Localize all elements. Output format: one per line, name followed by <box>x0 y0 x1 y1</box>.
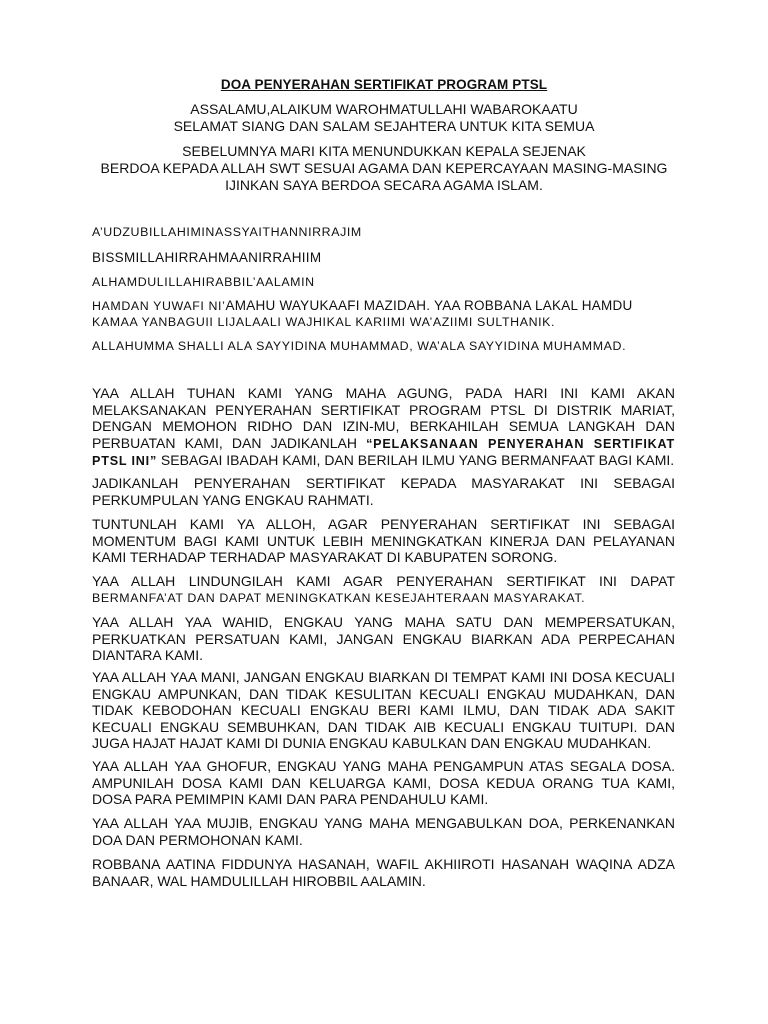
prayer-paragraph-1 <box>92 385 675 470</box>
intro-line: BERDOA KEPADA ALLAH SWT SESUAI AGAMA DAN KEPERCAYAAN MASING-MASING <box>100 160 668 176</box>
paragraph-line: DENGAN MEMOHON RIDHO DAN IZIN-MU, BERKAHILAH SEMUA LANGKAH DAN <box>92 418 675 434</box>
intro-block <box>0 143 768 194</box>
paragraph-line <box>92 435 675 453</box>
paragraph-line: BERMANFA’AT DAN DAPAT MENINGKATKAN KESEJAHTERAAN MASYARAKAT. <box>92 590 586 605</box>
prayer-paragraph-5 <box>92 614 675 664</box>
paragraph-line: YAA ALLAH YAA MUJIB, ENGKAU YANG MAHA MENGABULKAN DOA, PERKENANKAN <box>92 815 675 831</box>
hamdalah-line: ALHAMDULILLAHIRABBIL’AALAMIN <box>92 275 315 289</box>
paragraph-line: DOSA PARA PEMIMPIN KAMI DAN PARA PENDAHULU KAMI. <box>92 791 489 807</box>
emphasis-text: “PELAKSANAAN PENYERAHAN SERTIFIKAT <box>366 436 675 451</box>
prayer-paragraph-3 <box>92 516 675 566</box>
paragraph-line: AMPUNILAH DOSA KAMI DAN KELUARGA KAMI, DOSA KEDUA ORANG TUA KAMI, <box>92 774 675 791</box>
shalawat-line: ALLAHUMMA SHALLI ALA SAYYIDINA MUHAMMAD, WA’ALA SAYYIDINA MUHAMMAD. <box>92 339 627 353</box>
hamdan-line-1 <box>92 297 675 315</box>
paragraph-line: YAA ALLAH TUHAN KAMI YANG MAHA AGUNG, PADA HARI INI KAMI AKAN <box>92 385 675 401</box>
prayer-paragraph-8 <box>92 815 675 848</box>
prayer-paragraph-6 <box>92 669 675 752</box>
paragraph-line: PERKUMPULAN YANG ENGKAU RAHMATI. <box>92 491 374 508</box>
paragraph-line <box>92 452 675 470</box>
paragraph-line: YAA ALLAH YAA MANI, JANGAN ENGKAU BIARKAN DI TEMPAT KAMI INI DOSA KECUALI <box>92 669 675 685</box>
prayer-paragraph-2 <box>92 475 675 508</box>
paragraph-line: YAA ALLAH YAA GHOFUR, ENGKAU YANG MAHA PENGAMPUN ATAS SEGALA DOSA. <box>92 758 675 774</box>
intro-line: IJINKAN SAYA BERDOA SECARA AGAMA ISLAM. <box>225 177 543 193</box>
greeting-line: ASSALAMU,ALAIKUM WAROHMATULLAHI WABAROKAATU <box>190 101 578 117</box>
paragraph-line: DOA DAN PERMOHONAN KAMI. <box>92 831 303 848</box>
basmalah-line: BISSMILLAHIRRAHMAANIRRAHIIM <box>92 250 322 265</box>
greeting-block <box>0 101 768 135</box>
paragraph-line: MOMENTUM BAGI KAMI UNTUK LEBIH MENINGKATKAN KINERJA DAN PELAYANAN <box>92 532 675 549</box>
paragraph-line: JADIKANLAH PENYERAHAN SERTIFIKAT KEPADA MASYARAKAT INI SEBAGAI <box>92 475 675 491</box>
paragraph-line: ENGKAU AMPUNKAN, DAN TIDAK KESULITAN KECUALI ENGKAU MUDAHKAN, DAN <box>92 685 675 702</box>
paragraph-line: BANAAR, WAL HAMDULILLAH HIROBBIL AALAMIN. <box>92 872 426 889</box>
paragraph-line: ROBBANA AATINA FIDDUNYA HASANAH, WAFIL AKHIIROTI HASANAH WAQINA ADZA <box>92 856 675 872</box>
hamdan-line-2: KAMAA YANBAGUII LIJALAALI WAJHIKAL KARIIMI WA’AZIIMI SULTHANIK. <box>92 315 556 329</box>
paragraph-line: KECUALI ENGKAU SEMBUHKAN, DAN TIDAK AIB KECUALI ENGKAU TUITUPI. DAN <box>92 718 675 735</box>
paragraph-line: JUGA HAJAT HAJAT KAMI DI DUNIA ENGKAU KABULKAN DAN ENGKAU MUDAHKAN. <box>92 735 652 751</box>
paragraph-line: TIDAK KEBODOHAN KECUALI ENGKAU BERI KAMI ILMU, DAN TIDAK ADA SAKIT <box>92 702 675 718</box>
hamdan-line-1a: HAMDAN YUWAFI NI’ <box>92 299 226 313</box>
emphasis-text: PTSL INI” <box>92 454 158 468</box>
taawudz-line: A’UDZUBILLAHIMINASSYAITHANNIRRAJIM <box>92 225 362 239</box>
paragraph-line: TUNTUNLAH KAMI YA ALLOH, AGAR PENYERAHAN SERTIFIKAT INI SEBAGAI <box>92 516 675 532</box>
paragraph-line: MELAKSANAKAN PENYERAHAN SERTIFIKAT PROGRAM PTSL DI DISTRIK MARIAT, <box>92 401 675 418</box>
hamdan-line-1b: AMAHU WAYUKAAFI MAZIDAH. YAA ROBBANA LAKAL HAMDU <box>225 298 633 313</box>
paragraph-line: YAA ALLAH LINDUNGILAH KAMI AGAR PENYERAHAN SERTIFIKAT INI DAPAT <box>92 573 675 589</box>
paragraph-line: KAMI TERHADAP TERHADAP MASYARAKAT DI KABUPATEN SORONG. <box>92 549 558 565</box>
greeting-line: SELAMAT SIANG DAN SALAM SEJAHTERA UNTUK KITA SEMUA <box>173 118 595 134</box>
prayer-paragraph-4 <box>92 573 675 606</box>
prayer-paragraph-7 <box>92 758 675 808</box>
document-title: DOA PENYERAHAN SERTIFIKAT PROGRAM PTSL <box>220 77 548 92</box>
paragraph-text: PERBUATAN KAMI, DAN JADIKANLAH <box>92 434 367 451</box>
paragraph-line: PERKUATKAN PERSATUAN KAMI, JANGAN ENGKAU BIARKAN ADA PERPECAHAN <box>92 630 675 647</box>
paragraph-line: DIANTARA KAMI. <box>92 647 203 663</box>
paragraph-line: YAA ALLAH YAA WAHID, ENGKAU YANG MAHA SATU DAN MEMPERSATUKAN, <box>92 614 675 630</box>
intro-line: SEBELUMNYA MARI KITA MENUNDUKKAN KEPALA SEJENAK <box>182 143 586 159</box>
prayer-paragraph-9 <box>92 856 675 889</box>
paragraph-text: SEBAGAI IBADAH KAMI, DAN BERILAH ILMU YANG BERMANFAAT BAGI KAMI. <box>157 452 675 468</box>
